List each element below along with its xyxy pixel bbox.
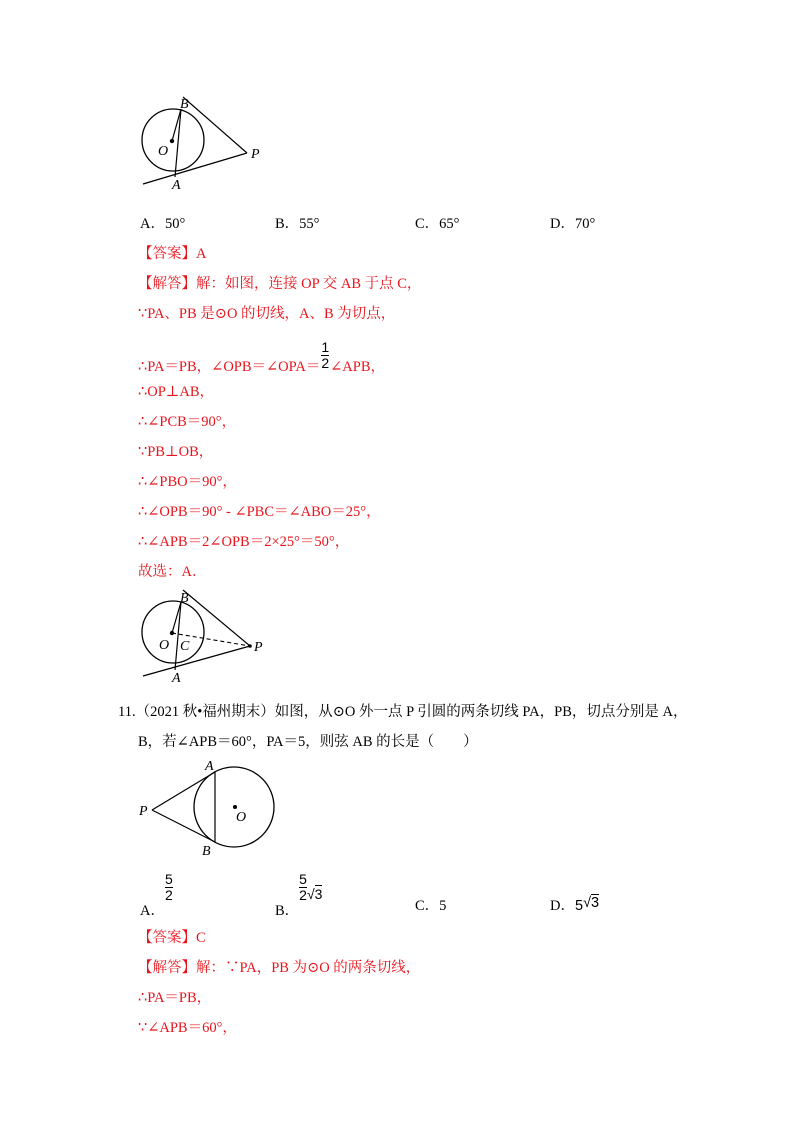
option-a: A． $\frac{5}{2}$ (140, 871, 173, 919)
label-B: B (180, 97, 189, 112)
label-O: O (158, 144, 169, 159)
label-P: P (251, 147, 260, 162)
solution-line-8: ∴∠OPB＝90° - ∠PBC＝∠ABO＝25°， (138, 504, 381, 520)
label-P: P (254, 640, 263, 655)
question-11-stem-2: B，若∠APB＝60°，PA＝5，则弦 AB 的长是（ ） (138, 734, 478, 750)
option-d: D．5√3 (550, 895, 600, 914)
solution-line-5: ∴∠PCB＝90°， (138, 414, 237, 430)
figure-tangents-2 (135, 588, 270, 686)
answer-line: 【答案】C (138, 930, 206, 946)
label-P: P (139, 804, 148, 819)
solution-line-3: ∵∠APB＝60°， (138, 1020, 237, 1036)
solution-line-6: ∵PB⊥OB， (138, 444, 214, 460)
option-c: C．65° (415, 216, 460, 232)
solution-line-4: ∴OP⊥AB， (138, 384, 215, 400)
question-11-stem-1: 11.（2021 秋•福州期末）如图，从⊙O 外一点 P 引圆的两条切线 PA，PB，切点分别是 A， (118, 704, 688, 720)
solution-line-1: 【解答】解：∵PA，PB 为⊙O 的两条切线， (138, 960, 421, 976)
solution-line-2: ∴PA＝PB， (138, 990, 212, 1006)
solution-line-10: 故选：A． (138, 564, 207, 580)
label-O: O (159, 638, 170, 653)
option-c: C．5 (415, 898, 447, 914)
answer-line: 【答案】A (138, 246, 207, 262)
label-B: B (180, 591, 189, 606)
figure-tangents-1 (135, 95, 270, 195)
label-C: C (180, 639, 190, 654)
solution-line-3: ∴PA＝PB，∠OPB＝∠OPA＝ $\frac{1}{2}$ ∠APB， (138, 339, 386, 375)
solution-line-1: 【解答】解：如图，连接 OP 交 AB 于点 C， (138, 276, 422, 292)
fraction-half: $\frac{1}{2}$ (321, 339, 330, 371)
option-b: B． $\frac{5}{2}$ √3 (275, 871, 323, 919)
label-B: B (202, 844, 211, 859)
solution-line-7: ∴∠PBO＝90°， (138, 474, 237, 490)
figure-tangents-3 (135, 758, 285, 862)
label-A: A (172, 671, 181, 686)
label-A: A (172, 178, 181, 193)
solution-line-2: ∵PA、PB 是⊙O 的切线，A、B 为切点， (138, 306, 396, 322)
option-a: A．50° (140, 216, 186, 232)
option-d: D．70° (550, 216, 596, 232)
label-O: O (236, 810, 247, 825)
label-A: A (205, 759, 214, 774)
solution-line-9: ∴∠APB＝2∠OPB＝2×25°＝50°， (138, 534, 350, 550)
option-b: B．55° (275, 216, 320, 232)
